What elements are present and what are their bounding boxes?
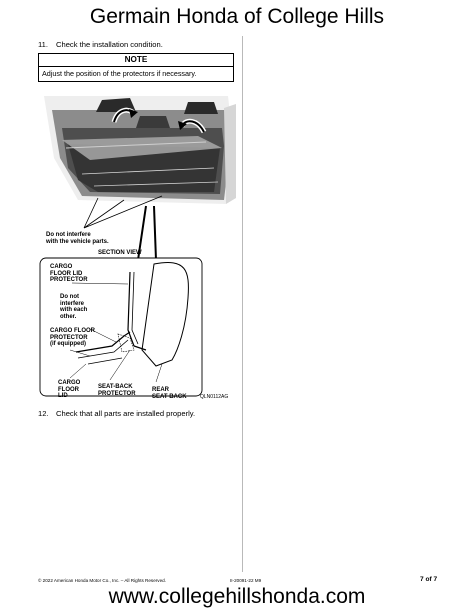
figure-code: QLN0112AG (200, 394, 229, 400)
note-box (38, 53, 234, 82)
step-text: Check the installation condition. (56, 40, 163, 49)
label-cargo-floor-lid-protector: CARGO FLOOR LID PROTECTOR (50, 264, 88, 283)
step-number: 11. (38, 40, 48, 49)
dealer-title: Germain Honda of College Hills (89, 5, 385, 28)
step-11 (38, 40, 163, 50)
step-text: Check that all parts are installed properly. (56, 409, 196, 418)
seat-back-photo (44, 96, 236, 228)
note-title: NOTE (39, 54, 233, 67)
label-rear-seat-back: REAR SEAT-BACK (152, 387, 187, 400)
label-do-not-interfere-each-other: Do not interfere with each other. (60, 294, 88, 320)
section-view-title: SECTION VIEW (98, 250, 142, 256)
label-seat-back-protector: SEAT-BACK PROTECTOR (98, 384, 136, 397)
document-number: II-20091-22 M9 (230, 578, 262, 583)
figure-illustration (38, 88, 238, 404)
page-number: 7 of 7 (420, 576, 438, 583)
step-number: 12. (38, 409, 49, 418)
dealer-url[interactable]: www.collegehillshonda.com (108, 585, 366, 608)
label-cargo-floor-lid: CARGO FLOOR LID (58, 380, 81, 399)
label-cargo-floor-protector: CARGO FLOOR PROTECTOR (if equipped) (50, 328, 95, 347)
copyright-text: © 2022 American Honda Motor Co., Inc. – All Rights Reserved. (38, 578, 166, 583)
callout-do-not-interfere: Do not interfere with the vehicle parts. (46, 232, 109, 245)
step-12 (38, 409, 195, 419)
column-divider (242, 36, 243, 572)
installation-figure (38, 88, 238, 404)
note-text: Adjust the position of the protectors if necessary. (42, 69, 197, 78)
